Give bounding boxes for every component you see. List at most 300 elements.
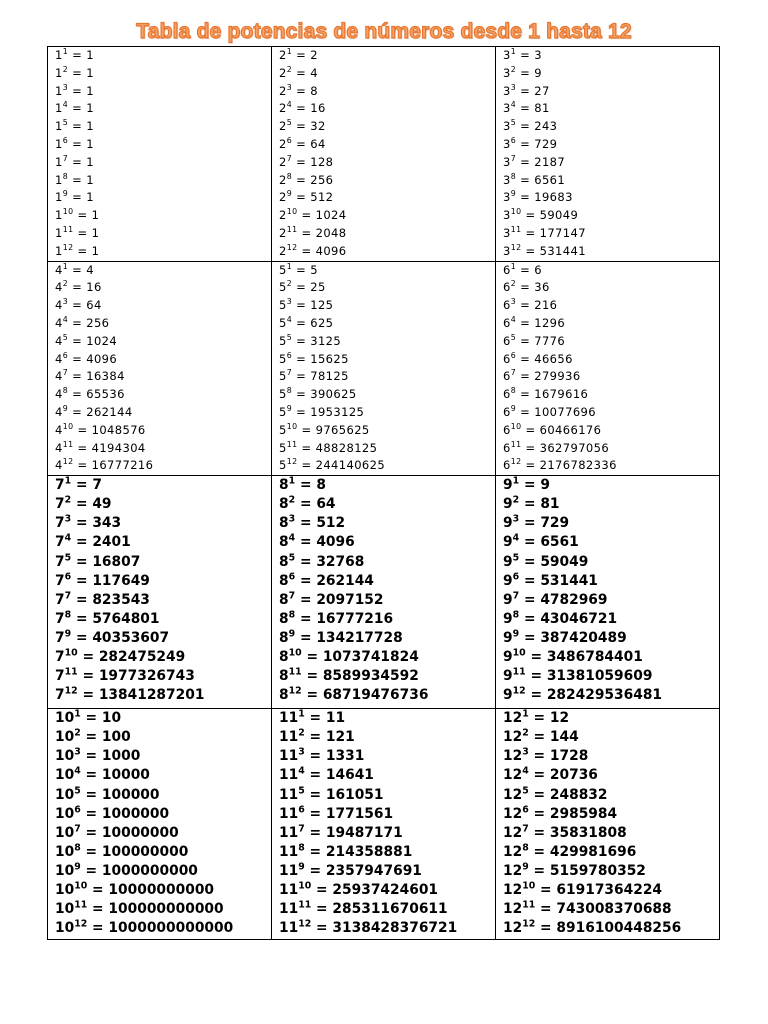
equals-sign: = (71, 591, 93, 608)
exponent: 10 (512, 647, 526, 659)
power-result: 1 (86, 119, 94, 134)
equals-sign: = (301, 648, 323, 665)
power-result: 4096 (316, 534, 355, 551)
equals-sign: = (521, 243, 540, 258)
power-result: 12 (549, 710, 570, 727)
power-row (503, 728, 719, 747)
power-result: 1 (86, 172, 94, 187)
base-value: 1 (55, 119, 63, 134)
equals-sign: = (68, 136, 87, 151)
exponent: 3 (64, 513, 72, 525)
exponent: 1 (62, 261, 69, 271)
exponent: 12 (62, 457, 74, 467)
exponent: 4 (510, 315, 517, 325)
power-result: 1728 (549, 748, 589, 765)
power-result: 6 (534, 262, 542, 277)
equals-sign: = (516, 190, 535, 205)
exponent: 9 (62, 404, 69, 414)
equals-sign: = (292, 387, 311, 402)
power-row (503, 368, 719, 386)
power-row (55, 553, 271, 572)
power-result: 1953125 (310, 404, 365, 419)
power-row (55, 386, 271, 404)
power-result: 1 (86, 65, 94, 80)
power-row (279, 351, 495, 369)
power-row (503, 572, 719, 591)
equals-sign: = (528, 805, 550, 822)
base-value: 5 (279, 422, 287, 437)
base-value: 5 (279, 315, 287, 330)
power-row (55, 709, 271, 728)
exponent: 9 (74, 861, 81, 873)
power-row (503, 709, 719, 728)
power-row (55, 862, 271, 881)
exponent: 7 (288, 590, 296, 602)
equals-sign: = (521, 440, 540, 455)
exponent: 2 (74, 727, 81, 739)
power-result: 43046721 (540, 610, 618, 627)
exponent: 8 (522, 842, 529, 854)
exponent: 12 (286, 242, 298, 252)
power-row (55, 351, 271, 369)
equals-sign: = (528, 786, 550, 803)
power-result: 20736 (549, 767, 598, 784)
base-value: 6 (503, 387, 511, 402)
power-result: 117649 (92, 572, 150, 589)
exponent: 9 (286, 189, 293, 199)
base-value: 4 (55, 298, 63, 313)
power-row (279, 440, 495, 458)
exponent: 2 (62, 64, 69, 74)
power-row (279, 824, 495, 843)
power-result: 743008370688 (556, 901, 672, 918)
power-result: 4096 (315, 243, 347, 258)
exponent: 12 (62, 242, 74, 252)
base-value: 12 (503, 862, 523, 879)
power-row (279, 881, 495, 900)
equals-sign: = (521, 225, 540, 240)
base-value: 12 (503, 843, 523, 860)
base-value: 2 (279, 83, 287, 98)
power-row (55, 422, 271, 440)
equals-sign: = (77, 648, 99, 665)
base-value: 9 (503, 648, 513, 665)
power-row (279, 386, 495, 404)
equals-sign: = (521, 458, 540, 473)
base-value: 2 (279, 190, 287, 205)
equals-sign: = (304, 710, 326, 727)
power-row (503, 100, 719, 118)
power-row (503, 533, 719, 552)
power-result: 256 (86, 315, 110, 330)
equals-sign: = (519, 477, 541, 494)
exponent: 8 (510, 171, 517, 181)
base-value: 8 (279, 534, 289, 551)
equals-sign: = (71, 572, 93, 589)
base-10-cell (48, 709, 272, 940)
base-value: 6 (503, 422, 511, 437)
power-row (503, 386, 719, 404)
equals-sign: = (516, 136, 535, 151)
equals-sign: = (516, 387, 535, 402)
exponent: 7 (522, 823, 529, 835)
exponent: 3 (510, 82, 517, 92)
power-result: 6561 (540, 534, 579, 551)
power-row (503, 862, 719, 881)
power-result: 362797056 (539, 440, 610, 455)
power-row (55, 207, 271, 225)
power-result: 729 (534, 136, 558, 151)
power-result: 1977326743 (98, 668, 195, 685)
power-row (55, 297, 271, 315)
base-value: 9 (503, 610, 513, 627)
equals-sign: = (519, 534, 541, 551)
power-result: 100000 (101, 786, 160, 803)
base-value: 12 (503, 881, 523, 898)
power-row (279, 333, 495, 351)
power-row (503, 843, 719, 862)
exponent: 11 (64, 666, 78, 678)
base-value: 2 (279, 101, 287, 116)
exponent: 3 (298, 746, 305, 758)
equals-sign: = (292, 315, 311, 330)
base-value: 3 (503, 243, 511, 258)
base-value: 3 (503, 154, 511, 169)
base-value: 9 (503, 629, 513, 646)
power-row (279, 533, 495, 552)
power-row (503, 881, 719, 900)
base-9-cell (496, 476, 720, 709)
exponent: 5 (62, 118, 69, 128)
power-result: 68719476736 (322, 687, 429, 704)
base-value: 8 (279, 629, 289, 646)
equals-sign: = (304, 729, 326, 746)
exponent: 10 (74, 880, 88, 892)
exponent: 4 (286, 100, 293, 110)
base-value: 4 (55, 315, 63, 330)
power-row (279, 172, 495, 190)
power-row (503, 495, 719, 514)
equals-sign: = (519, 496, 541, 513)
power-result: 7 (92, 477, 102, 494)
power-result: 216 (534, 298, 558, 313)
equals-sign: = (521, 422, 540, 437)
power-row (279, 786, 495, 805)
base-value: 8 (279, 648, 289, 665)
base-value: 9 (503, 553, 513, 570)
equals-sign: = (68, 48, 87, 62)
power-row (503, 351, 719, 369)
power-row (279, 591, 495, 610)
equals-sign: = (516, 404, 535, 419)
exponent: 1 (512, 475, 520, 487)
power-result: 7776 (534, 333, 566, 348)
exponent: 6 (512, 571, 520, 582)
power-result: 10 (101, 710, 122, 727)
power-row (279, 243, 495, 261)
exponent: 2 (62, 279, 69, 289)
power-row (55, 728, 271, 747)
power-row (55, 136, 271, 154)
equals-sign: = (80, 862, 102, 879)
exponent: 6 (510, 350, 517, 360)
base-value: 10 (55, 920, 75, 937)
power-result: 13841287201 (98, 687, 205, 704)
equals-sign: = (292, 351, 311, 366)
exponent: 1 (510, 261, 517, 271)
power-row (279, 207, 495, 225)
exponent: 10 (286, 421, 298, 431)
power-result: 100000000 (101, 843, 189, 860)
exponent: 1 (286, 47, 293, 57)
equals-sign: = (519, 591, 541, 608)
power-result: 1679616 (534, 387, 589, 402)
base-value: 2 (279, 172, 287, 187)
base-value: 11 (279, 824, 299, 841)
power-row (55, 225, 271, 243)
power-result: 64 (86, 298, 102, 313)
power-result: 1024 (315, 208, 347, 223)
equals-sign: = (304, 862, 326, 879)
power-result: 64 (316, 496, 336, 513)
power-row (279, 629, 495, 648)
power-result: 177147 (539, 225, 586, 240)
power-result: 512 (316, 515, 346, 532)
power-row (55, 766, 271, 785)
power-result: 1000 (101, 748, 141, 765)
exponent: 12 (510, 457, 522, 467)
base-value: 7 (55, 687, 65, 704)
equals-sign: = (516, 83, 535, 98)
power-row (503, 648, 719, 667)
base-value: 4 (55, 387, 63, 402)
equals-sign: = (68, 101, 87, 116)
equals-sign: = (68, 333, 87, 348)
equals-sign: = (71, 515, 93, 532)
exponent: 3 (286, 297, 293, 307)
power-result: 14641 (325, 767, 374, 784)
base-value: 9 (503, 515, 513, 532)
base-value: 2 (279, 119, 287, 134)
exponent: 4 (286, 315, 293, 325)
power-row (279, 225, 495, 243)
exponent: 3 (286, 82, 293, 92)
power-result: 729 (540, 515, 570, 532)
power-row (279, 457, 495, 475)
equals-sign: = (71, 496, 93, 513)
exponent: 10 (510, 207, 522, 217)
power-row (279, 610, 495, 629)
equals-sign: = (516, 119, 535, 134)
power-row (55, 591, 271, 610)
base-value: 4 (55, 404, 63, 419)
power-row (503, 514, 719, 533)
power-result: 10000000 (101, 824, 179, 841)
power-row (55, 629, 271, 648)
power-row (55, 189, 271, 207)
power-row (279, 422, 495, 440)
power-result: 279936 (534, 369, 581, 384)
equals-sign: = (68, 351, 87, 366)
exponent: 7 (286, 368, 293, 378)
power-row (55, 83, 271, 101)
power-row (55, 440, 271, 458)
power-row (55, 786, 271, 805)
base-value: 12 (503, 767, 523, 784)
power-result: 4 (86, 262, 94, 277)
exponent: 12 (74, 918, 88, 930)
base-value: 11 (279, 710, 299, 727)
equals-sign: = (516, 298, 535, 313)
equals-sign: = (292, 298, 311, 313)
equals-sign: = (516, 351, 535, 366)
equals-sign: = (304, 843, 326, 860)
power-result: 81 (540, 496, 560, 513)
equals-sign: = (295, 553, 317, 570)
power-row (55, 610, 271, 629)
exponent: 2 (298, 727, 305, 739)
power-result: 16 (86, 280, 102, 295)
equals-sign: = (68, 298, 87, 313)
base-value: 10 (55, 901, 75, 918)
power-row (279, 766, 495, 785)
equals-sign: = (73, 243, 92, 258)
equals-sign: = (80, 786, 102, 803)
exponent: 7 (74, 823, 81, 835)
power-result: 1 (86, 83, 94, 98)
power-row (279, 900, 495, 919)
exponent: 6 (510, 136, 517, 146)
base-value: 4 (55, 369, 63, 384)
exponent: 2 (510, 64, 517, 74)
power-result: 531441 (539, 243, 586, 258)
base-value: 1 (55, 83, 63, 98)
equals-sign: = (68, 190, 87, 205)
base-value: 11 (279, 881, 299, 898)
equals-sign: = (528, 862, 550, 879)
power-row (279, 154, 495, 172)
table-section-3 (48, 476, 720, 709)
exponent: 4 (62, 315, 69, 325)
power-row (279, 648, 495, 667)
exponent: 1 (74, 708, 81, 720)
equals-sign: = (71, 553, 93, 570)
power-row (503, 136, 719, 154)
base-value: 6 (503, 262, 511, 277)
equals-sign: = (311, 901, 333, 918)
power-result: 16777216 (316, 610, 394, 627)
power-result: 2048 (315, 225, 347, 240)
equals-sign: = (71, 629, 93, 646)
exponent: 11 (510, 439, 522, 449)
equals-sign: = (297, 243, 316, 258)
equals-sign: = (525, 687, 547, 704)
exponent: 6 (298, 804, 305, 815)
power-result: 244140625 (315, 458, 386, 473)
exponent: 11 (298, 899, 312, 911)
exponent: 9 (522, 861, 529, 873)
exponent: 6 (74, 804, 81, 815)
power-result: 100 (101, 729, 131, 746)
exponent: 12 (286, 457, 298, 467)
base-value: 4 (55, 333, 63, 348)
power-row (503, 919, 719, 938)
exponent: 7 (298, 823, 305, 835)
equals-sign: = (519, 572, 541, 589)
power-result: 1 (91, 243, 100, 258)
power-row (503, 553, 719, 572)
base-value: 10 (55, 805, 75, 822)
equals-sign: = (80, 824, 102, 841)
base-value: 7 (55, 648, 65, 665)
exponent: 4 (298, 765, 305, 777)
exponent: 11 (286, 439, 298, 449)
exponent: 8 (512, 609, 520, 621)
base-value: 7 (55, 591, 65, 608)
power-result: 5 (310, 262, 318, 277)
power-row (279, 747, 495, 766)
power-result: 32768 (316, 553, 365, 570)
base-value: 10 (55, 710, 75, 727)
power-result: 8589934592 (322, 668, 419, 685)
power-result: 1296 (534, 315, 566, 330)
power-row (503, 279, 719, 297)
base-value: 6 (503, 369, 511, 384)
power-row (279, 843, 495, 862)
base-value: 10 (55, 881, 75, 898)
exponent: 8 (74, 842, 81, 854)
equals-sign: = (80, 729, 102, 746)
power-result: 390625 (310, 387, 357, 402)
exponent: 10 (62, 207, 74, 217)
power-result: 4782969 (540, 591, 608, 608)
power-result: 3486784401 (546, 648, 643, 665)
equals-sign: = (292, 262, 311, 277)
base-value: 1 (55, 225, 63, 240)
exponent: 4 (522, 765, 529, 777)
base-value: 9 (503, 668, 513, 685)
power-result: 4 (310, 65, 318, 80)
exponent: 5 (288, 551, 296, 563)
base-value: 7 (55, 496, 65, 513)
power-result: 46656 (534, 351, 573, 366)
power-row (279, 262, 495, 280)
exponent: 9 (288, 628, 296, 640)
base-value: 5 (279, 404, 287, 419)
equals-sign: = (80, 748, 102, 765)
equals-sign: = (73, 422, 92, 437)
base-value: 1 (55, 172, 63, 187)
power-result: 49 (92, 496, 112, 513)
power-result: 64 (310, 136, 326, 151)
power-result: 9 (540, 477, 550, 494)
power-result: 282475249 (98, 648, 186, 665)
power-result: 4194304 (91, 440, 146, 455)
equals-sign: = (519, 629, 541, 646)
power-row (503, 189, 719, 207)
exponent: 3 (288, 513, 296, 525)
exponent: 11 (522, 899, 536, 911)
exponent: 5 (286, 332, 293, 342)
equals-sign: = (292, 65, 311, 80)
power-result: 8916100448256 (556, 920, 682, 937)
base-value: 5 (279, 280, 287, 295)
base-value: 10 (55, 843, 75, 860)
power-result: 5159780352 (549, 862, 646, 879)
power-row (279, 189, 495, 207)
base-value: 7 (55, 668, 65, 685)
power-result: 48828125 (315, 440, 378, 455)
